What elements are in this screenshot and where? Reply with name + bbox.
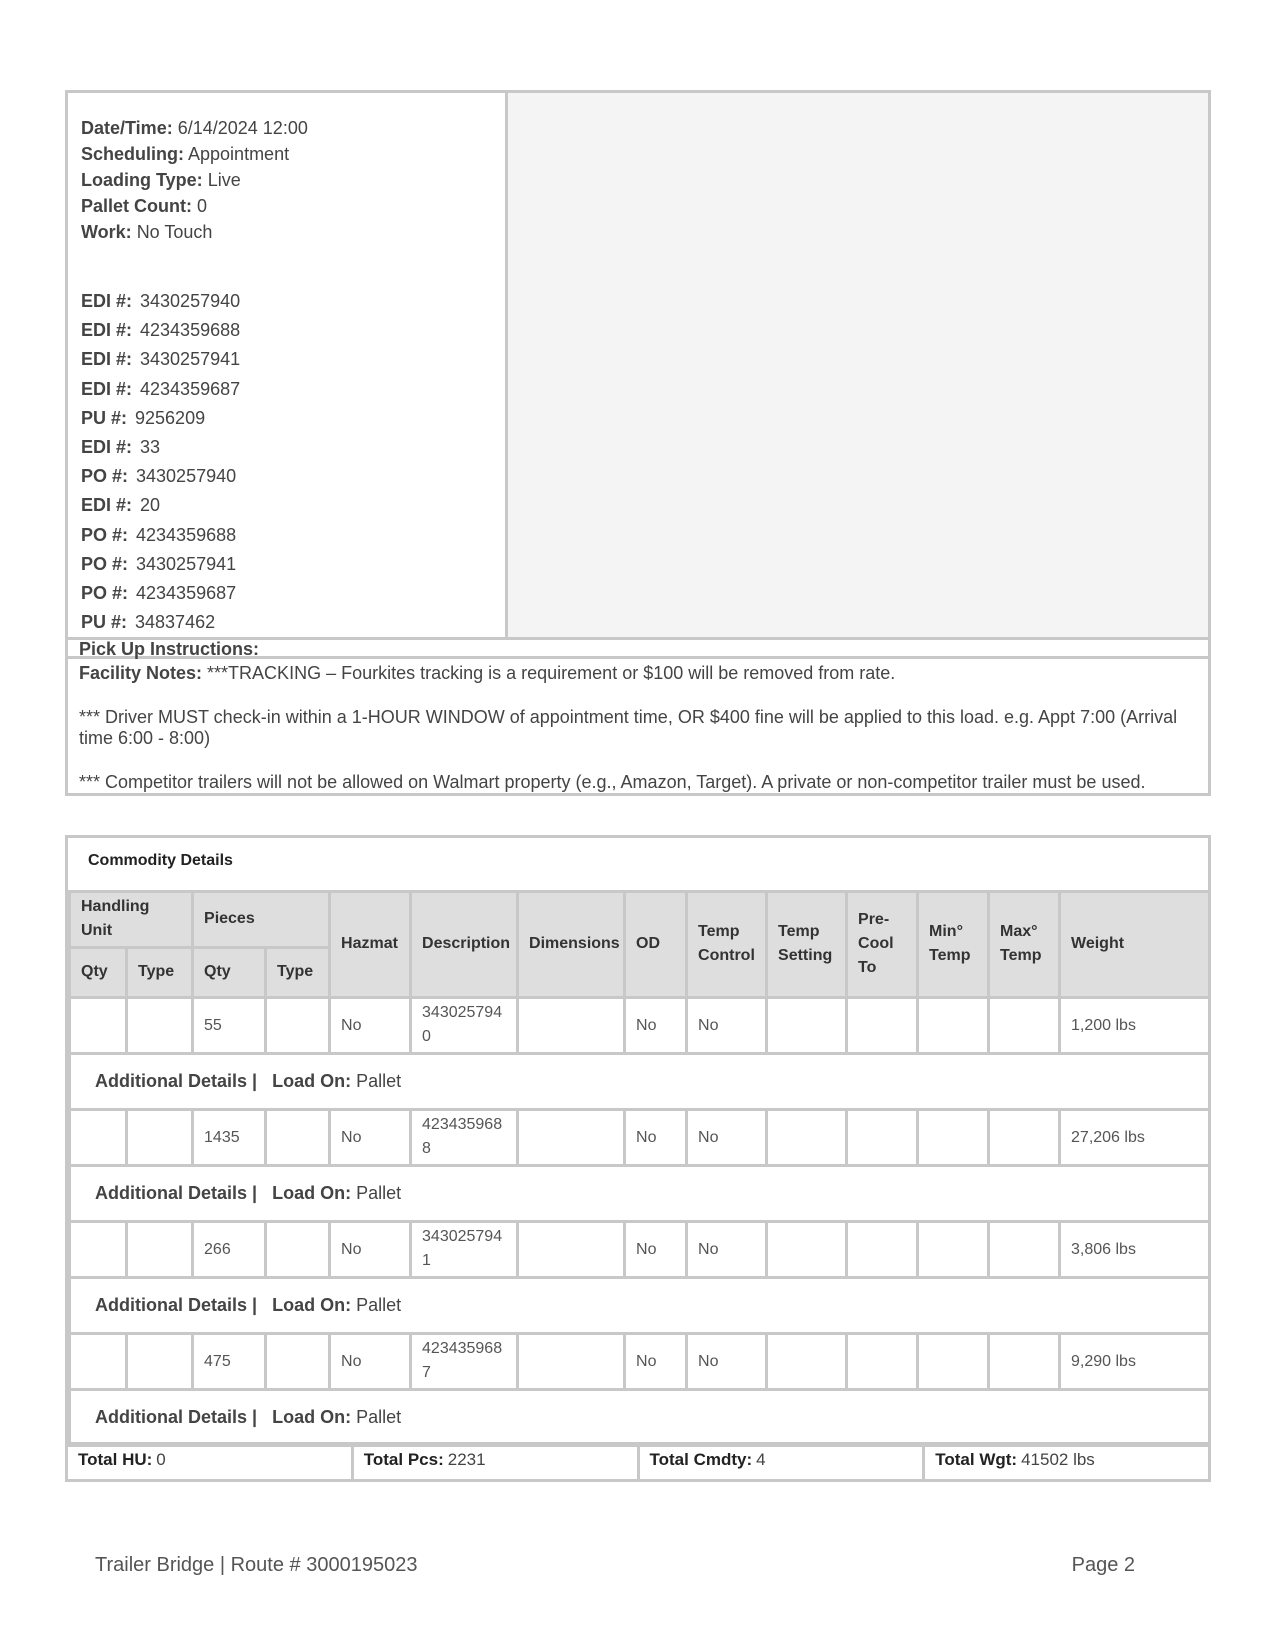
pcs-type-cell <box>266 1221 330 1277</box>
weight-cell: 3,806 lbs <box>1060 1221 1210 1277</box>
load-on-value: Pallet <box>356 1406 402 1427</box>
commodity-table <box>68 893 1211 1447</box>
additional-details-cell <box>70 1053 1210 1109</box>
work-value: No Touch <box>136 222 213 242</box>
temp-setting-header: Temp Setting <box>767 893 847 997</box>
reference-row <box>81 462 505 491</box>
reference-row <box>81 608 505 637</box>
pcs-type-header: Type <box>266 947 330 997</box>
max-temp-cell <box>989 1109 1060 1165</box>
datetime-label: Date/Time: <box>81 118 173 138</box>
hu-type-cell <box>127 1333 193 1389</box>
total-wgt-value: 41502 lbs <box>1021 1450 1095 1469</box>
temp-control-cell: No <box>687 1109 767 1165</box>
reference-row <box>81 550 505 579</box>
hu-qty-cell <box>70 997 127 1053</box>
reference-value: 33 <box>140 436 161 457</box>
reference-key: EDI #: <box>81 320 133 341</box>
min-temp-cell <box>918 1221 989 1277</box>
total-hu-label: Total HU: <box>78 1450 153 1469</box>
reference-value: 4234359688 <box>136 524 237 545</box>
scheduling-row <box>81 141 505 167</box>
od-cell: No <box>625 1333 687 1389</box>
min-temp-cell <box>918 997 989 1053</box>
reference-row <box>81 521 505 550</box>
pre-cool-header: Pre-Cool To <box>847 893 918 997</box>
pcs-type-cell <box>266 1333 330 1389</box>
reference-value: 20 <box>140 495 161 516</box>
table-row <box>70 997 1210 1053</box>
hu-qty-cell <box>70 1333 127 1389</box>
pcs-type-cell <box>266 1109 330 1165</box>
description-header: Description <box>411 893 518 997</box>
min-temp-cell <box>918 1333 989 1389</box>
pcs-qty-cell: 55 <box>193 997 266 1053</box>
pcs-qty-header: Qty <box>193 947 266 997</box>
hu-type-cell <box>127 1221 193 1277</box>
weight-cell: 9,290 lbs <box>1060 1333 1210 1389</box>
total-cmdty-label: Total Cmdty: <box>649 1450 753 1469</box>
total-wgt-label: Total Wgt: <box>935 1450 1018 1469</box>
max-temp-cell <box>989 1333 1060 1389</box>
reference-number-list <box>81 287 505 637</box>
additional-details-row <box>70 1277 1210 1333</box>
reference-row <box>81 345 505 374</box>
load-on-value: Pallet <box>356 1294 402 1315</box>
dimensions-cell <box>518 997 625 1053</box>
pcs-qty-cell: 475 <box>193 1333 266 1389</box>
table-row <box>70 1221 1210 1277</box>
pcs-qty-cell: 1435 <box>193 1109 266 1165</box>
load-on-label: Load On: <box>272 1070 352 1091</box>
total-hu <box>68 1445 354 1479</box>
work-row <box>81 219 505 245</box>
total-pcs-label: Total Pcs: <box>363 1450 444 1469</box>
load-on-value: Pallet <box>356 1070 402 1091</box>
reference-key: EDI #: <box>81 378 133 399</box>
max-temp-header: Max° Temp <box>989 893 1060 997</box>
min-temp-header: Min° Temp <box>918 893 989 997</box>
weight-header: Weight <box>1060 893 1210 997</box>
load-on-label: Load On: <box>272 1406 352 1427</box>
scheduling-value: Appointment <box>188 144 290 164</box>
load-on-label: Load On: <box>272 1294 352 1315</box>
description-cell: 4234359688 <box>411 1109 518 1165</box>
additional-details-row <box>70 1053 1210 1109</box>
description-cell: 4234359687 <box>411 1333 518 1389</box>
reference-value: 3430257941 <box>136 553 237 574</box>
loading-type-row <box>81 167 505 193</box>
loading-type-label: Loading Type: <box>81 170 203 190</box>
pcs-type-cell <box>266 997 330 1053</box>
od-header: OD <box>625 893 687 997</box>
commodity-details-title: Commodity Details <box>68 838 1208 893</box>
temp-setting-cell <box>767 1333 847 1389</box>
facility-notes-line-3: *** Competitor trailers will not be allowed on Walmart property (e.g., Amazon, Target). A private or non-competitor trailer must be used. <box>79 772 1146 792</box>
total-pcs <box>354 1445 640 1479</box>
additional-details-cell <box>70 1277 1210 1333</box>
facility-notes-label: Facility Notes: <box>79 663 203 683</box>
hu-qty-cell <box>70 1221 127 1277</box>
additional-details-label: Additional Details | <box>95 1070 258 1091</box>
reference-key: PO #: <box>81 524 129 545</box>
temp-setting-cell <box>767 1109 847 1165</box>
weight-cell: 27,206 lbs <box>1060 1109 1210 1165</box>
temp-control-cell: No <box>687 1333 767 1389</box>
total-cmdty <box>640 1445 926 1479</box>
weight-cell: 1,200 lbs <box>1060 997 1210 1053</box>
pre-cool-cell <box>847 1109 918 1165</box>
hu-qty-header: Qty <box>70 947 127 997</box>
footer-route: Trailer Bridge | Route # 3000195023 <box>95 1554 418 1576</box>
facility-notes <box>79 663 1200 816</box>
temp-setting-cell <box>767 1221 847 1277</box>
footer-page-number: Page 2 <box>1071 1554 1135 1576</box>
reference-key: EDI #: <box>81 436 133 457</box>
reference-key: PO #: <box>81 466 129 487</box>
reference-value: 4234359687 <box>140 378 241 399</box>
additional-details-label: Additional Details | <box>95 1294 258 1315</box>
reference-key: EDI #: <box>81 495 133 516</box>
reference-value: 34837462 <box>135 612 216 633</box>
commodity-details-section <box>65 835 1211 1482</box>
dimensions-cell <box>518 1221 625 1277</box>
max-temp-cell <box>989 1221 1060 1277</box>
temp-setting-cell <box>767 997 847 1053</box>
pieces-header: Pieces <box>193 893 330 947</box>
reference-key: EDI #: <box>81 349 133 370</box>
additional-details-row <box>70 1165 1210 1221</box>
load-on-label: Load On: <box>272 1182 352 1203</box>
work-label: Work: <box>81 222 132 242</box>
totals-row <box>68 1442 1208 1479</box>
datetime-row <box>81 115 505 141</box>
reference-value: 9256209 <box>135 407 206 428</box>
reference-key: PU #: <box>81 407 128 428</box>
additional-details-label: Additional Details | <box>95 1406 258 1427</box>
total-cmdty-value: 4 <box>756 1450 766 1469</box>
reference-value: 3430257941 <box>140 349 241 370</box>
reference-row <box>81 287 505 316</box>
scheduling-label: Scheduling: <box>81 144 184 164</box>
description-cell: 3430257940 <box>411 997 518 1053</box>
hazmat-cell: No <box>330 997 411 1053</box>
description-cell: 3430257941 <box>411 1221 518 1277</box>
reference-key: PO #: <box>81 553 129 574</box>
additional-details-cell <box>70 1389 1210 1445</box>
reference-key: PU #: <box>81 612 128 633</box>
od-cell: No <box>625 1221 687 1277</box>
total-wgt <box>925 1445 1208 1479</box>
load-on-value: Pallet <box>356 1182 402 1203</box>
reference-key: PO #: <box>81 582 129 603</box>
hu-type-header: Type <box>127 947 193 997</box>
total-pcs-value: 2231 <box>447 1450 486 1469</box>
pre-cool-cell <box>847 1333 918 1389</box>
datetime-value: 6/14/2024 12:00 <box>177 118 308 138</box>
reference-key: EDI #: <box>81 291 133 311</box>
hazmat-header: Hazmat <box>330 893 411 997</box>
additional-details-cell <box>70 1165 1210 1221</box>
table-row <box>70 1333 1210 1389</box>
additional-details-label: Additional Details | <box>95 1182 258 1203</box>
reference-row <box>81 375 505 404</box>
total-hu-value: 0 <box>156 1450 166 1469</box>
facility-note-text: ***TRACKING – Fourkites tracking is a requirement or $100 will be removed from rate. <box>207 663 896 683</box>
table-header-row <box>70 893 1210 947</box>
loading-type-value: Live <box>207 170 241 190</box>
additional-details-row <box>70 1389 1210 1445</box>
hu-type-cell <box>127 997 193 1053</box>
pallet-count-label: Pallet Count: <box>81 196 192 216</box>
dimensions-cell <box>518 1109 625 1165</box>
dimensions-header: Dimensions <box>518 893 625 997</box>
table-row <box>70 1109 1210 1165</box>
hazmat-cell: No <box>330 1221 411 1277</box>
reference-row <box>81 579 505 608</box>
max-temp-cell <box>989 997 1060 1053</box>
facility-notes-line-1 <box>79 663 1200 684</box>
hu-type-cell <box>127 1109 193 1165</box>
pickup-instructions-label: Pick Up Instructions: <box>68 637 1208 659</box>
reference-value: 3430257940 <box>140 291 241 311</box>
hazmat-cell: No <box>330 1333 411 1389</box>
reference-row <box>81 404 505 433</box>
pre-cool-cell <box>847 997 918 1053</box>
dimensions-cell <box>518 1333 625 1389</box>
od-cell: No <box>625 997 687 1053</box>
reference-value: 3430257940 <box>136 466 237 487</box>
pallet-count-value: 0 <box>197 196 208 216</box>
temp-control-cell: No <box>687 1221 767 1277</box>
temp-control-cell: No <box>687 997 767 1053</box>
pre-cool-cell <box>847 1221 918 1277</box>
hazmat-cell: No <box>330 1109 411 1165</box>
map-placeholder-panel <box>508 93 1208 637</box>
reference-value: 4234359688 <box>140 320 241 341</box>
reference-value: 4234359687 <box>136 582 237 603</box>
handling-unit-header: Handling Unit <box>70 893 193 947</box>
temp-control-header: Temp Control <box>687 893 767 997</box>
stop-info-column <box>68 93 508 637</box>
od-cell: No <box>625 1109 687 1165</box>
stop-details-box <box>65 90 1211 796</box>
reference-row <box>81 433 505 462</box>
facility-notes-line-2: *** Driver MUST check-in within a 1-HOUR WINDOW of appointment time, OR $400 fine will be applied to this load. e.g. Appt 7:00 (Arrival time 6:00 - 8:00) <box>79 707 1178 748</box>
reference-row <box>81 316 505 345</box>
pcs-qty-cell: 266 <box>193 1221 266 1277</box>
reference-row <box>81 491 505 520</box>
pallet-count-row <box>81 193 505 219</box>
hu-qty-cell <box>70 1109 127 1165</box>
min-temp-cell <box>918 1109 989 1165</box>
